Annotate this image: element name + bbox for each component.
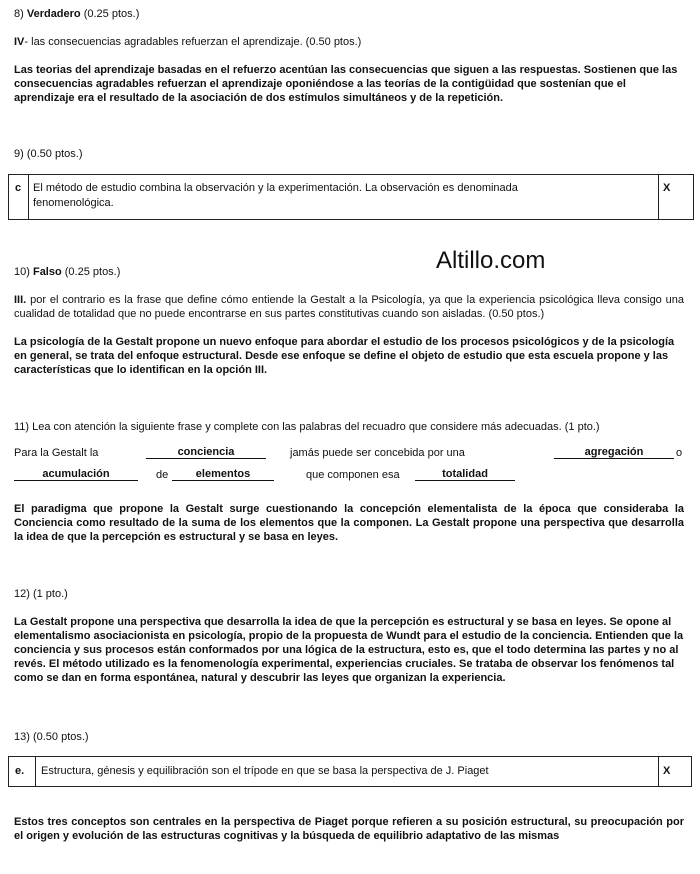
- q11-blank-acumulacion: acumulación: [14, 468, 138, 481]
- q10-number: 10): [14, 266, 30, 278]
- q8-option-text: - las consecuencias agradables refuerzan el aprendizaje. (0.50 ptos.): [24, 36, 362, 48]
- q8-number: 8): [14, 8, 24, 20]
- q11-sentence-line2: [14, 468, 686, 482]
- q13-explanation: Estos tres conceptos son centrales en la perspectiva de Piaget porque refieren a su posición estructural, su preocupación por el origen y evolución de las estructuras cognitivas y la búsqueda de equilibrio adaptativo de las mismas: [14, 816, 684, 842]
- q8-points: (0.25 ptos.): [83, 8, 140, 20]
- q13-answer-table: [8, 756, 692, 787]
- q8-header: [14, 7, 139, 21]
- q10-option-letter: III.: [14, 294, 27, 306]
- q10-answer: Falso: [32, 266, 62, 278]
- q11-text-3: o: [676, 447, 683, 459]
- q9-letter: c: [15, 182, 22, 194]
- q8-answer: Verdadero: [26, 8, 81, 20]
- q11-blank-elementos: elementos: [172, 468, 274, 481]
- q13-statement: Estructura, génesis y equilibración son el trípode en que se basa la perspectiva de J. Piaget: [41, 765, 489, 777]
- q11-blank-conciencia: conciencia: [146, 446, 266, 459]
- q11-header: 11) Lea con atención la siguiente frase y complete con las palabras del recuadro que considere más adecuadas. (1 pto.): [14, 421, 600, 433]
- q10-option: [14, 293, 684, 321]
- q11-blank-agregacion: agregación: [554, 446, 674, 459]
- q11-blank-totalidad: totalidad: [415, 468, 515, 481]
- q11-text-2: jamás puede ser concebida por una: [290, 447, 465, 459]
- q10-header: [14, 265, 120, 279]
- q11-text-1: Para la Gestalt la: [14, 447, 99, 459]
- q8-explanation: Las teorias del aprendizaje basadas en el refuerzo acentúan las consecuencias que siguen a las respuestas. Sostienen que las consecuencias agradables refuerzan el aprendizaje oponiéndose a las teorías de la contigüidad que sostenían que el aprendizaje era el resultado de la asociación de dos estímulos simultáneos y de la repetición.: [14, 64, 678, 104]
- q9-statement: El método de estudio combina la observación y la experimentación. La observación es denominada fenomenológica.: [33, 182, 518, 209]
- q8-option-letter: IV: [14, 36, 25, 48]
- q10-explanation: La psicología de la Gestalt propone un nuevo enfoque para abordar el estudio de los procesos psicológicos y de la psicología en general, se trata del enfoque estructural. Desde ese enfoque se define el objeto de estudio que esta escuela propone y las características que lo identifican en la opción III.: [14, 336, 675, 376]
- q11-text-4: de: [156, 469, 169, 481]
- q13-letter: e.: [15, 765, 25, 777]
- q12-explanation: La Gestalt propone una perspectiva que desarrolla la idea de que la percepción es estructural y se basa en leyes. Se opone al elementalismo asociacionista en psicología, propio de la propuesta de Wundt para el estudio de la conciencia. Entienden que la conciencia y sus procesos están conformados por una lógica de la estructura, esto es, que el todo determina las partes y no al revés. El método utilizado es la fenomenología experimental, experiencias cruciales. Se trataba de observar los fenómenos tal como se dan en forma espontánea, natural y descubrir las leyes que organizan la experiencia.: [14, 616, 684, 684]
- q11-explanation: El paradigma que propone la Gestalt surge cuestionando la concepción elementalista de la época que consideraba la Conciencia como resultado de la suma de los elementos que la componen. La Gestalt propone una perspectiva que desarrolla la idea de que la percepción es estructural y se basa en leyes.: [14, 503, 684, 543]
- q9-answer-table: [8, 174, 694, 220]
- q9-header: 9) (0.50 ptos.): [14, 148, 83, 160]
- q13-header: 13) (0.50 ptos.): [14, 731, 89, 743]
- q10-option-text: por el contrario es la frase que define cómo entiende la Gestalt a la Psicología, ya que la experiencia psicológica lleva consigo una cualidad de totalidad que no puede encontrarse en sus partes constitutivas cuando son aisladas. (0.50 ptos.): [14, 294, 684, 320]
- q13-mark: X: [663, 765, 671, 777]
- q12-header: 12) (1 pto.): [14, 588, 68, 600]
- q11-text-5: que componen esa: [306, 469, 400, 481]
- q8-option: [14, 35, 361, 49]
- q9-mark: X: [663, 182, 671, 194]
- watermark-logo: Altillo.com: [436, 247, 546, 274]
- q10-points: (0.25 ptos.): [64, 266, 121, 278]
